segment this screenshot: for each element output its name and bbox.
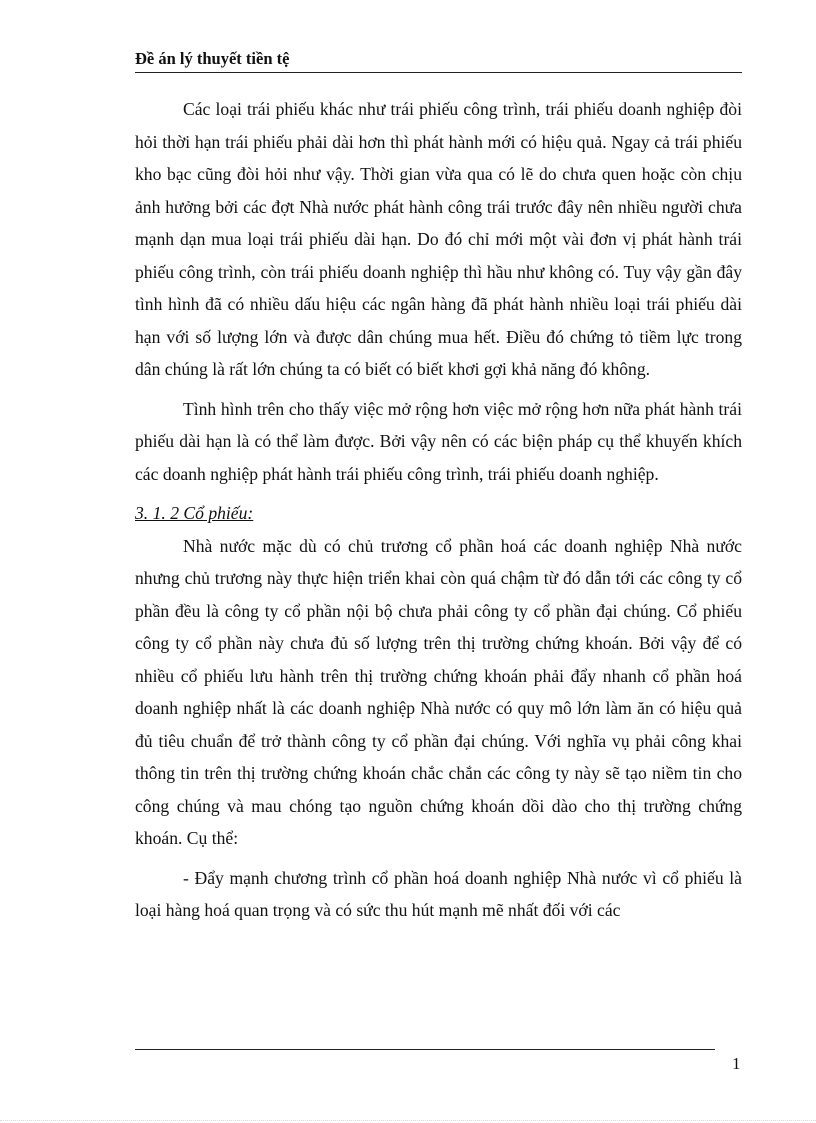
paragraph-bond-terms: Các loại trái phiếu khác như trái phiếu công trình, trái phiếu doanh nghiệp đòi hỏi thời hạn trái phiếu phải dài hơn thì phát hành mới có hiệu quả. Ngay cả trái phiếu kho bạc cũng đòi hỏi như vậy. Thời gian vừa qua có lẽ do chưa quen hoặc còn chịu ảnh hưởng bởi các đợt Nhà nước phát hành công trái trước đây nên nhiều người chưa mạnh dạn mua loại trái phiếu dài hạn. Do đó chỉ mới một vài đơn vị phát hành trái phiếu công trình, còn trái phiếu doanh nghiệp thì hầu như không có. Tuy vậy gần đây tình hình đã có nhiều dấu hiệu các ngân hàng đã phát hành nhiều loại trái phiếu dài hạn với số lượng lớn và được dân chúng mua hết. Điều đó chứng tỏ tiềm lực trong dân chúng là rất lớn chúng ta có biết có biết khơi gợi khả năng đó không.	[135, 99, 742, 379]
page-number: 1	[732, 1054, 741, 1073]
document-body	[135, 93, 742, 927]
document-title: Đề án lý thuyết tiền tệ	[135, 49, 290, 68]
page-boundary	[0, 1120, 816, 1121]
footer-divider	[135, 1049, 715, 1050]
paragraph-bullet-equitization: - Đẩy mạnh chương trình cổ phần hoá doanh nghiệp Nhà nước vì cổ phiếu là loại hàng hoá quan trọng và có sức thu hút mạnh mẽ nhất đối với các	[135, 867, 742, 920]
page-header	[135, 50, 742, 73]
section-heading-stocks: 3. 1. 2 Cổ phiếu:	[135, 503, 254, 523]
paragraph-equitization: Nhà nước mặc dù có chủ trương cổ phần hoá các doanh nghiệp Nhà nước nhưng chủ trương này thực hiện triển khai còn quá chậm từ đó dẫn tới các công ty cổ phần đều là công ty cổ phần nội bộ chưa phải công ty cổ phần đại chúng. Cổ phiếu công ty cổ phần này chưa đủ số lượng trên thị trường chứng khoán. Bởi vậy để có nhiều cổ phiếu lưu hành trên thị trường chứng khoán phải đẩy nhanh cổ phần hoá doanh nghiệp nhất là các doanh nghiệp Nhà nước có quy mô lớn làm ăn có hiệu quả đủ tiêu chuẩn để trở thành công ty cổ phần đại chúng. Với nghĩa vụ phải công khai thông tin trên thị trường chứng khoán chắc chắn các công ty này sẽ tạo niềm tin cho công chúng và mau chóng tạo nguồn chứng khoán dồi dào cho thị trường chứng khoán. Cụ thể:	[135, 535, 742, 848]
paragraph-bond-expansion: Tình hình trên cho thấy việc mở rộng hơn việc mở rộng hơn nữa phát hành trái phiếu dài hạn là có thể làm được. Bởi vậy nên có các biện pháp cụ thể khuyến khích các doanh nghiệp phát hành trái phiếu công trình, trái phiếu doanh nghiệp.	[135, 398, 742, 484]
